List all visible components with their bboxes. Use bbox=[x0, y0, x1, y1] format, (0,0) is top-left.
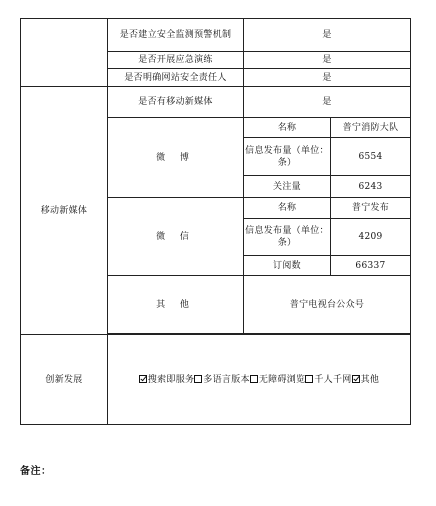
remark-label: 备注： bbox=[20, 466, 52, 477]
wechat-name-label: 名称 bbox=[244, 198, 331, 219]
new-media-section-label: 移动新媒体 bbox=[21, 87, 108, 335]
innovation-options bbox=[108, 335, 411, 425]
has-new-media-label: 是否有移动新媒体 bbox=[108, 87, 244, 118]
innovation-label: 创新发展 bbox=[21, 335, 108, 425]
top-blank-cell bbox=[21, 19, 108, 87]
emergency-drill-value: 是 bbox=[244, 52, 411, 69]
checkbox-icon bbox=[305, 375, 313, 383]
wechat-subscribers-value: 66337 bbox=[331, 256, 411, 276]
checkbox-icon bbox=[352, 375, 360, 383]
warning-mechanism-label: 是否建立安全监测预警机制 bbox=[108, 19, 244, 52]
site-info-table bbox=[20, 18, 411, 425]
other-media-value: 普宁电视台公众号 bbox=[244, 276, 411, 334]
weibo-name-label: 名称 bbox=[244, 118, 331, 138]
security-officer-label: 是否明确网站安全责任人 bbox=[108, 69, 244, 87]
security-officer-value: 是 bbox=[244, 69, 411, 87]
weibo-followers-label: 关注量 bbox=[244, 176, 331, 198]
has-new-media-value: 是 bbox=[244, 87, 411, 118]
weibo-name-value: 普宁消防大队 bbox=[331, 118, 411, 138]
wechat-posts-label: 信息发布量（单位：条） bbox=[244, 219, 331, 256]
other-media-label: 其 他 bbox=[108, 276, 244, 334]
wechat-name-value: 普宁发布 bbox=[331, 198, 411, 219]
warning-mechanism-row bbox=[21, 19, 411, 52]
weibo-label: 微 博 bbox=[108, 118, 244, 198]
innovation-option[interactable]: 搜索即服务 bbox=[139, 375, 195, 385]
checkbox-icon bbox=[139, 375, 147, 383]
innovation-row bbox=[21, 335, 411, 425]
wechat-label: 微 信 bbox=[108, 198, 244, 276]
emergency-drill-label: 是否开展应急演练 bbox=[108, 52, 244, 69]
innovation-option[interactable]: 其他 bbox=[352, 375, 380, 385]
checkbox-icon bbox=[194, 375, 202, 383]
warning-mechanism-value: 是 bbox=[244, 19, 411, 52]
weibo-posts-label: 信息发布量（单位：条） bbox=[244, 138, 331, 176]
innovation-option[interactable]: 无障碍浏览 bbox=[250, 375, 306, 385]
has-new-media-row bbox=[21, 87, 411, 118]
weibo-posts-value: 6554 bbox=[331, 138, 411, 176]
innovation-option[interactable]: 千人千网 bbox=[305, 375, 351, 385]
wechat-subscribers-label: 订阅数 bbox=[244, 256, 331, 276]
innovation-option[interactable]: 多语言版本 bbox=[194, 375, 250, 385]
checkbox-icon bbox=[250, 375, 258, 383]
wechat-posts-value: 4209 bbox=[331, 219, 411, 256]
weibo-followers-value: 6243 bbox=[331, 176, 411, 198]
